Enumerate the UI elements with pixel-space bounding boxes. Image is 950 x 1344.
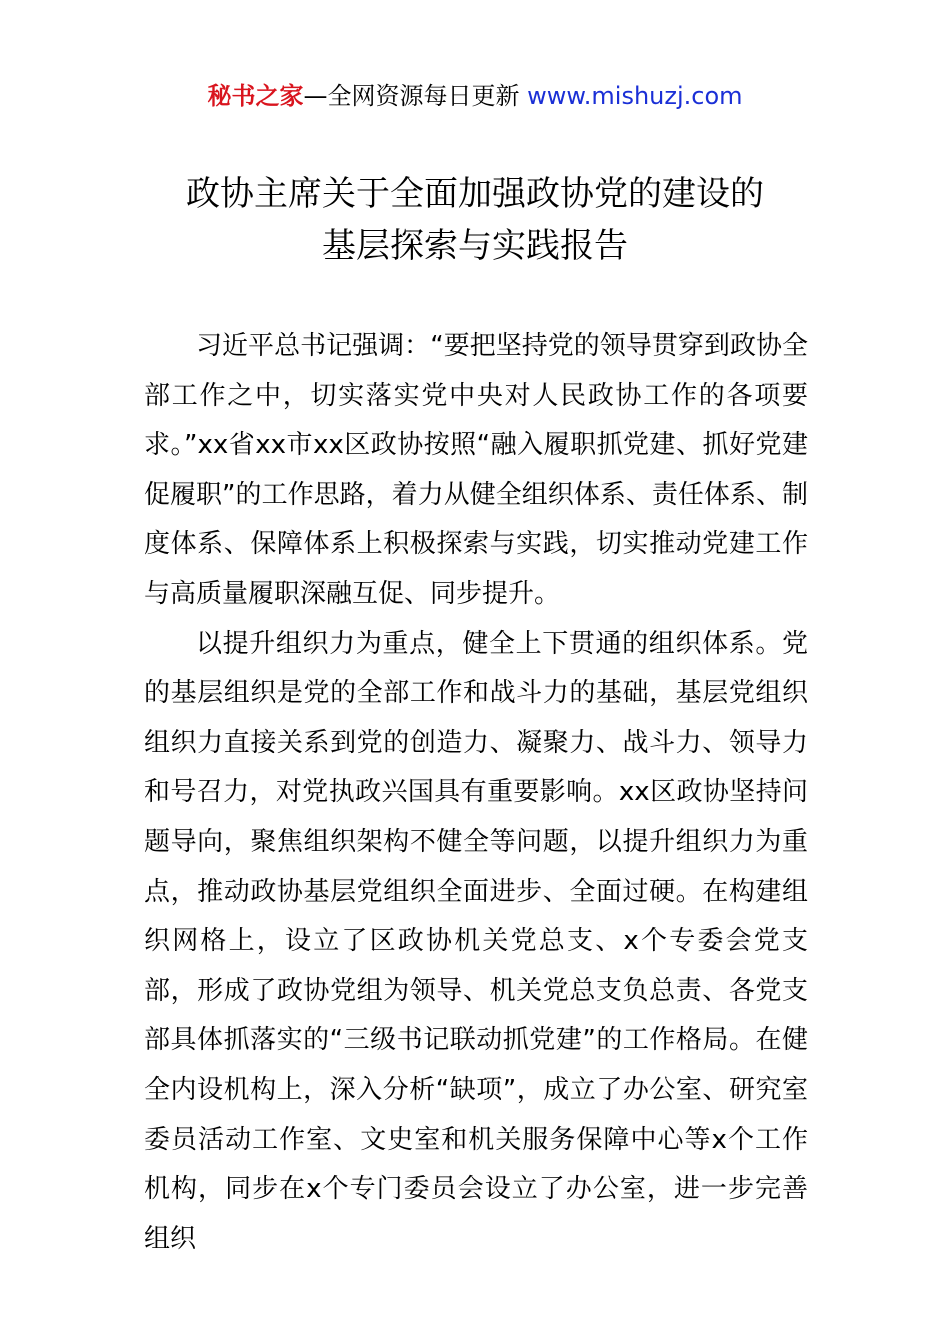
title-line-1: 政协主席关于全面加强政协党的建设的 (186, 174, 764, 214)
site-brand: 秘书之家 (207, 82, 304, 110)
title-line-2: 基层探索与实践报告 (322, 226, 628, 266)
site-header (0, 78, 950, 114)
paragraph-2: 以提升组织力为重点，健全上下贯通的组织体系。党的基层组织是党的全部工作和战斗力的基础，基层党组织组织力直接关系到党的创造力、凝聚力、战斗力、领导力和号召力，对党执政兴国具有重要影响。xx区政协坚持问题导向，聚焦组织架构不健全等问题，以提升组织力为重点，推动政协基层党组织全面进步、全面过硬。在构建组织网格上，设立了区政协机关党总支、x个专委会党支部，形成了政协党组为领导、机关党总支负总责、各党支部具体抓落实的“三级书记联动抓党建”的工作格局。在健全内设机构上，深入分析“缺项”，成立了办公室、研究室委员活动工作室、文史室和机关服务保障中心等x个工作机构，同步在x个专门委员会设立了办公室，进一步完善组织 (144, 628, 808, 1254)
document-title (0, 168, 950, 272)
paragraph-1: 习近平总书记强调：“要把坚持党的领导贯穿到政协全部工作之中，切实落实党中央对人民政协工作的各项要求。”xx省xx市xx区政协按照“融入履职抓党建、抓好党建促履职”的工作思路，着力从健全组织体系、责任体系、制度体系、保障体系上积极探索与实践，切实推动党建工作与高质量履职深融互促、同步提升。 (144, 331, 808, 609)
site-url-link[interactable]: www.mishuzj.com (527, 82, 743, 110)
site-slogan: —全网资源每日更新 (303, 82, 528, 110)
document-body (144, 322, 808, 1264)
